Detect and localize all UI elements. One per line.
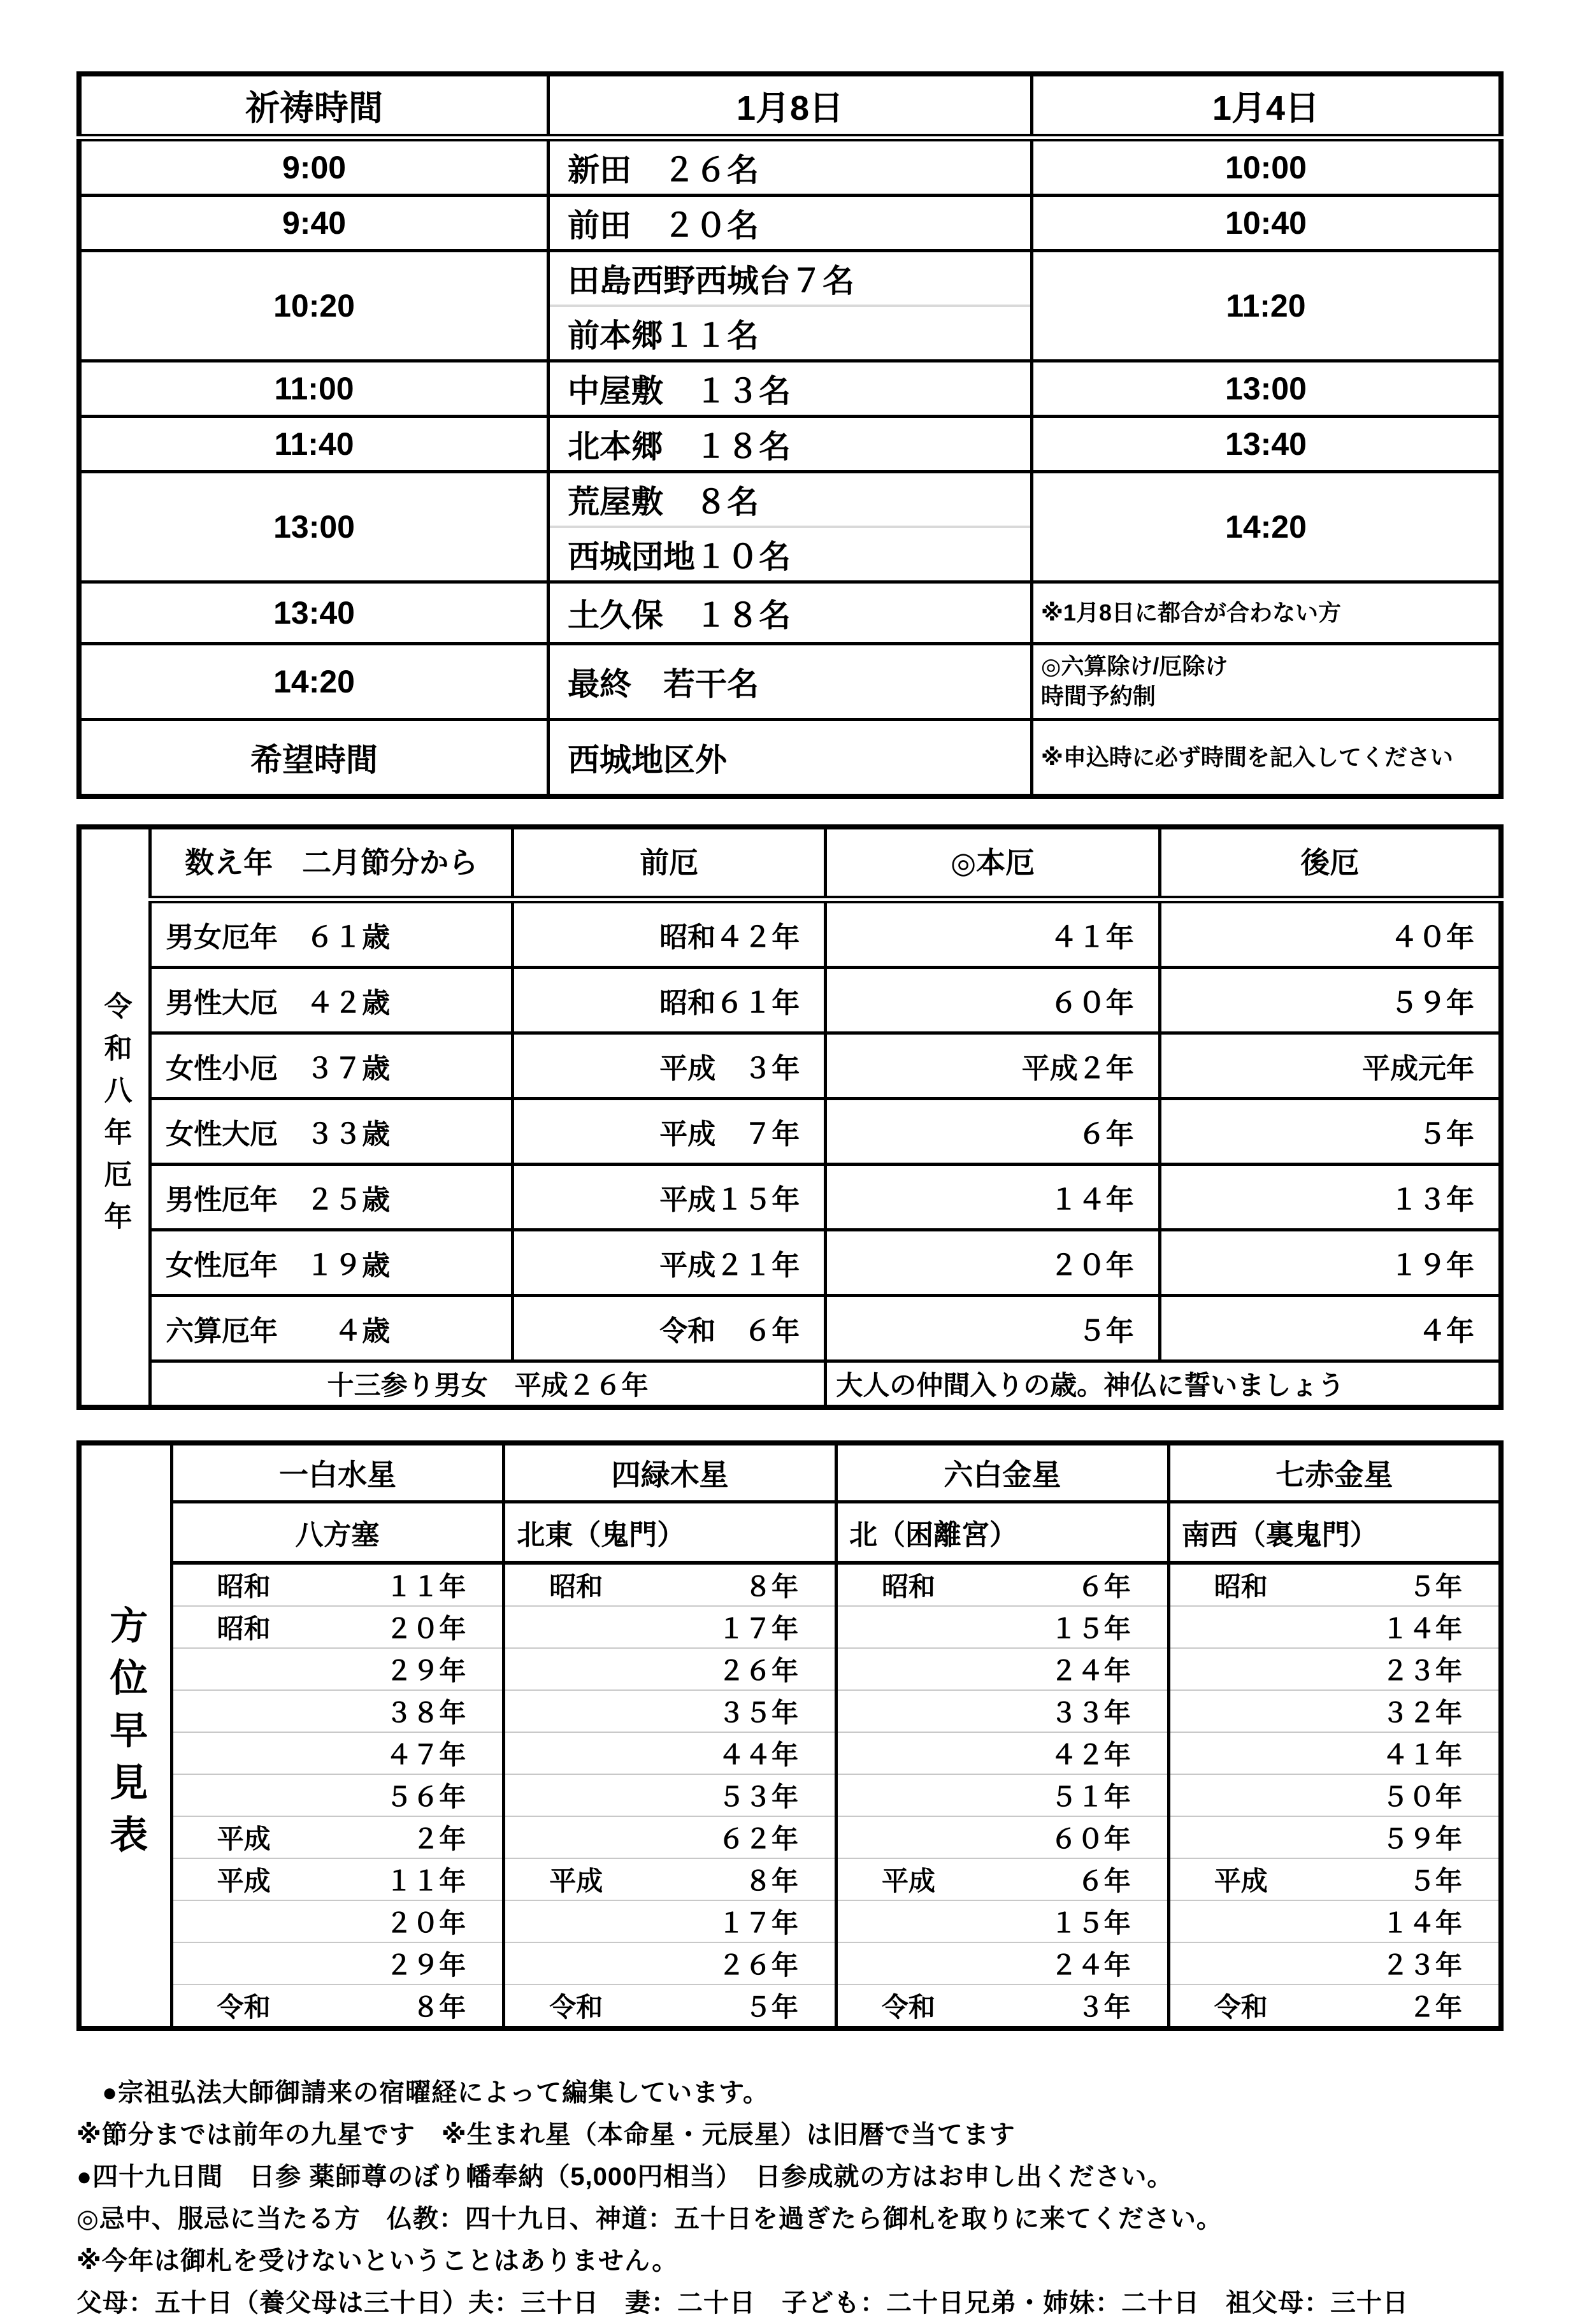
yakudoshi-side-label: 令和八年厄年 bbox=[79, 827, 150, 1407]
year-value: ５９年 bbox=[1381, 1824, 1462, 1854]
year-cell: ６年 bbox=[826, 1099, 1160, 1165]
year-value: ６年 bbox=[1077, 1572, 1131, 1602]
header-prayer-time: 祈祷時間 bbox=[79, 74, 549, 138]
direction-header: 八方塞 bbox=[171, 1502, 504, 1563]
header-honyaku: ◎本厄 bbox=[826, 827, 1160, 900]
year-value: ３３年 bbox=[1050, 1698, 1131, 1728]
year-cell bbox=[171, 1563, 504, 1606]
era-label: 昭和 bbox=[217, 1614, 271, 1644]
year-cell bbox=[1168, 1690, 1501, 1732]
year-cell bbox=[1168, 1984, 1501, 2028]
group-cell: 中屋敷 １３名 bbox=[549, 361, 1032, 417]
time-cell: 希望時間 bbox=[79, 720, 549, 797]
era-label: 平成 bbox=[217, 1824, 271, 1854]
year-cell: ５年 bbox=[826, 1296, 1160, 1361]
year-value: ２４年 bbox=[1050, 1656, 1131, 1686]
year-value: ３５年 bbox=[718, 1698, 799, 1728]
group-cell: 西城団地１０名 bbox=[549, 527, 1032, 582]
time-cell: 9:40 bbox=[79, 196, 549, 251]
year-cell bbox=[1168, 1858, 1501, 1900]
year-value: ２３年 bbox=[1381, 1950, 1462, 1980]
year-cell: 平成 ３年 bbox=[513, 1033, 826, 1099]
direction-header: 北（困離宮） bbox=[837, 1502, 1169, 1563]
year-value: ２６年 bbox=[718, 1656, 799, 1686]
yaku-label: 男性大厄 ４２歳 bbox=[150, 968, 513, 1033]
year-value: ２年 bbox=[412, 1824, 466, 1854]
time-cell: 11:40 bbox=[79, 417, 549, 472]
hoei-table bbox=[76, 1440, 1504, 2031]
year-value: ８年 bbox=[412, 1992, 466, 2022]
year-cell: ２０年 bbox=[826, 1230, 1160, 1296]
header-jan8: 1月8日 bbox=[549, 74, 1032, 138]
group-cell: 前本郷１１名 bbox=[549, 306, 1032, 361]
yaku-label: 六算厄年 ４歳 bbox=[150, 1296, 513, 1361]
group-cell: 西城地区外 bbox=[549, 720, 1032, 797]
era-label: 令和 bbox=[549, 1992, 603, 2022]
year-cell bbox=[837, 1942, 1169, 1984]
year-cell bbox=[171, 1942, 504, 1984]
header-age: 数え年 二月節分から bbox=[150, 827, 513, 900]
year-cell bbox=[837, 1858, 1169, 1900]
group-cell: 新田 ２６名 bbox=[549, 138, 1032, 196]
star-header: 四緑木星 bbox=[504, 1443, 837, 1502]
year-cell: １３年 bbox=[1160, 1165, 1501, 1230]
hoei-side-label: 方位早見表 bbox=[79, 1443, 171, 2028]
year-value: ８年 bbox=[745, 1866, 799, 1896]
year-cell bbox=[1168, 1732, 1501, 1774]
year-cell bbox=[171, 1732, 504, 1774]
era-label: 昭和 bbox=[549, 1572, 603, 1602]
year-value: ２４年 bbox=[1050, 1950, 1131, 1980]
footnotes-section bbox=[76, 2072, 1504, 2324]
year-cell bbox=[504, 1774, 837, 1816]
group-cell: 土久保 １８名 bbox=[549, 582, 1032, 644]
alt-time-cell: 11:20 bbox=[1031, 251, 1501, 361]
era-label: 昭和 bbox=[1214, 1572, 1268, 1602]
yaku-label: 女性大厄 ３３歳 bbox=[150, 1099, 513, 1165]
year-value: ５０年 bbox=[1381, 1782, 1462, 1812]
year-value: ３２年 bbox=[1381, 1698, 1462, 1728]
year-cell: 昭和６１年 bbox=[513, 968, 826, 1033]
era-label: 平成 bbox=[217, 1866, 271, 1896]
year-cell bbox=[504, 1900, 837, 1942]
prayer-schedule-table bbox=[76, 71, 1504, 799]
yaku-label: 男女厄年 ６１歳 bbox=[150, 900, 513, 968]
year-cell bbox=[504, 1606, 837, 1648]
era-label: 令和 bbox=[882, 1992, 936, 2022]
era-label: 令和 bbox=[1214, 1992, 1268, 2022]
year-value: ２年 bbox=[1408, 1992, 1462, 2022]
year-cell bbox=[504, 1563, 837, 1606]
year-cell bbox=[1168, 1816, 1501, 1858]
year-cell bbox=[504, 1984, 837, 2028]
group-cell: 北本郷 １８名 bbox=[549, 417, 1032, 472]
group-cell: 前田 ２０名 bbox=[549, 196, 1032, 251]
year-value: ４２年 bbox=[1050, 1740, 1131, 1770]
year-cell: １９年 bbox=[1160, 1230, 1501, 1296]
yaku-label: 男性厄年 ２５歳 bbox=[150, 1165, 513, 1230]
year-cell: ５９年 bbox=[1160, 968, 1501, 1033]
note-cell bbox=[1031, 644, 1501, 720]
year-cell: ４年 bbox=[1160, 1296, 1501, 1361]
year-cell bbox=[171, 1648, 504, 1690]
year-cell bbox=[1168, 1900, 1501, 1942]
year-value: １５年 bbox=[1050, 1908, 1131, 1938]
alt-time-cell: 13:00 bbox=[1031, 361, 1501, 417]
direction-header: 南西（裏鬼門） bbox=[1168, 1502, 1501, 1563]
year-cell: 平成２年 bbox=[826, 1033, 1160, 1099]
year-cell bbox=[504, 1816, 837, 1858]
time-cell: 10:20 bbox=[79, 251, 549, 361]
year-value: ２３年 bbox=[1381, 1656, 1462, 1686]
year-value: ２９年 bbox=[385, 1656, 466, 1686]
time-cell: 11:00 bbox=[79, 361, 549, 417]
year-cell: 令和 ６年 bbox=[513, 1296, 826, 1361]
header-jan4: 1月4日 bbox=[1031, 74, 1501, 138]
header-atoyaku: 後厄 bbox=[1160, 827, 1501, 900]
time-cell: 14:20 bbox=[79, 644, 549, 720]
year-value: ５１年 bbox=[1050, 1782, 1131, 1812]
era-label: 昭和 bbox=[882, 1572, 936, 1602]
group-cell: 田島西野西城台７名 bbox=[549, 251, 1032, 306]
year-cell bbox=[171, 1606, 504, 1648]
year-cell bbox=[171, 1816, 504, 1858]
year-value: ５３年 bbox=[718, 1782, 799, 1812]
year-cell bbox=[837, 1648, 1169, 1690]
year-value: ２９年 bbox=[385, 1950, 466, 1980]
year-cell bbox=[1168, 1563, 1501, 1606]
year-cell bbox=[504, 1648, 837, 1690]
jusan-mairi-cell: 十三参り男女 平成２６年 bbox=[150, 1361, 826, 1408]
year-value: １７年 bbox=[718, 1908, 799, 1938]
year-value: ３８年 bbox=[385, 1698, 466, 1728]
year-value: ５年 bbox=[745, 1992, 799, 2022]
year-cell: ５年 bbox=[1160, 1099, 1501, 1165]
year-cell bbox=[504, 1858, 837, 1900]
star-header: 六白金星 bbox=[837, 1443, 1169, 1502]
year-cell bbox=[1168, 1774, 1501, 1816]
year-value: ５年 bbox=[1408, 1866, 1462, 1896]
year-cell bbox=[837, 1900, 1169, 1942]
note-line: ◎六算除け/厄除け bbox=[1040, 653, 1228, 680]
note-line: ●宗祖弘法大師御請来の宿曜経によって編集しています。 bbox=[102, 2079, 769, 2107]
alt-time-cell: 10:00 bbox=[1031, 138, 1501, 196]
year-value: ６年 bbox=[1077, 1866, 1131, 1896]
era-label: 昭和 bbox=[217, 1572, 271, 1602]
year-cell bbox=[171, 1690, 504, 1732]
year-value: ４４年 bbox=[718, 1740, 799, 1770]
direction-header: 北東（鬼門） bbox=[504, 1502, 837, 1563]
year-cell bbox=[837, 1732, 1169, 1774]
year-cell bbox=[504, 1690, 837, 1732]
time-cell: 13:00 bbox=[79, 472, 549, 582]
year-value: １４年 bbox=[1381, 1908, 1462, 1938]
year-value: １１年 bbox=[385, 1866, 466, 1896]
year-cell bbox=[837, 1690, 1169, 1732]
year-value: ５６年 bbox=[385, 1782, 466, 1812]
yakudoshi-table bbox=[76, 824, 1504, 1410]
year-value: ３年 bbox=[1077, 1992, 1131, 2022]
year-cell: 平成 ７年 bbox=[513, 1099, 826, 1165]
era-label: 平成 bbox=[1214, 1866, 1268, 1896]
note-line: 時間予約制 bbox=[1040, 683, 1156, 709]
year-value: ８年 bbox=[745, 1572, 799, 1602]
year-value: １４年 bbox=[1381, 1614, 1462, 1644]
header-maeyaku: 前厄 bbox=[513, 827, 826, 900]
year-cell bbox=[1168, 1942, 1501, 1984]
year-value: ２０年 bbox=[385, 1908, 466, 1938]
alt-time-cell: 13:40 bbox=[1031, 417, 1501, 472]
year-value: ６２年 bbox=[718, 1824, 799, 1854]
year-cell: 平成元年 bbox=[1160, 1033, 1501, 1099]
era-label: 平成 bbox=[882, 1866, 936, 1896]
year-cell bbox=[837, 1606, 1169, 1648]
year-cell: ４１年 bbox=[826, 900, 1160, 968]
year-cell bbox=[171, 1900, 504, 1942]
year-cell bbox=[837, 1563, 1169, 1606]
year-cell: １４年 bbox=[826, 1165, 1160, 1230]
year-cell bbox=[837, 1984, 1169, 2028]
year-cell bbox=[171, 1984, 504, 2028]
year-value: ６０年 bbox=[1050, 1824, 1131, 1854]
year-cell bbox=[504, 1942, 837, 1984]
year-cell bbox=[1168, 1606, 1501, 1648]
note-line: ●四十九日間 日参 薬師尊のぼり幡奉納（5,000円相当） 日参成就の方はお申し出ください。 bbox=[76, 2163, 1174, 2191]
year-cell bbox=[171, 1774, 504, 1816]
year-cell: 平成１５年 bbox=[513, 1165, 826, 1230]
year-cell bbox=[837, 1774, 1169, 1816]
note-line: ◎忌中、服忌に当たる方 仏教：四十九日、神道：五十日を過ぎたら御札を取りに来てください。 bbox=[76, 2205, 1223, 2233]
yaku-label: 女性小厄 ３７歳 bbox=[150, 1033, 513, 1099]
group-cell: 最終 若干名 bbox=[549, 644, 1032, 720]
note-line: ※今年は御札を受けないということはありません。 bbox=[76, 2247, 679, 2275]
era-label: 平成 bbox=[549, 1866, 603, 1896]
era-label: 令和 bbox=[217, 1992, 271, 2022]
year-cell: ４０年 bbox=[1160, 900, 1501, 968]
year-value: ５年 bbox=[1408, 1572, 1462, 1602]
year-cell bbox=[504, 1732, 837, 1774]
star-header: 一白水星 bbox=[171, 1443, 504, 1502]
year-value: ２６年 bbox=[718, 1950, 799, 1980]
year-value: ２０年 bbox=[385, 1614, 466, 1644]
year-cell bbox=[837, 1816, 1169, 1858]
year-cell bbox=[1168, 1648, 1501, 1690]
year-value: １７年 bbox=[718, 1614, 799, 1644]
year-value: １１年 bbox=[385, 1572, 466, 1602]
year-value: ４７年 bbox=[385, 1740, 466, 1770]
note-cell: ※1月8日に都合が合わない方 bbox=[1031, 582, 1501, 644]
alt-time-cell: 14:20 bbox=[1031, 472, 1501, 582]
yaku-label: 女性厄年 １９歳 bbox=[150, 1230, 513, 1296]
year-cell: 昭和４２年 bbox=[513, 900, 826, 968]
star-header: 七赤金星 bbox=[1168, 1443, 1501, 1502]
year-cell bbox=[171, 1858, 504, 1900]
group-cell: 荒屋敷 ８名 bbox=[549, 472, 1032, 527]
note-line: ※節分までは前年の九星です ※生まれ星（本命星・元辰星）は旧暦で当てます bbox=[76, 2121, 1016, 2149]
year-cell: ６０年 bbox=[826, 968, 1160, 1033]
alt-time-cell: 10:40 bbox=[1031, 196, 1501, 251]
year-cell: 平成２１年 bbox=[513, 1230, 826, 1296]
time-cell: 13:40 bbox=[79, 582, 549, 644]
year-value: １５年 bbox=[1050, 1614, 1131, 1644]
year-value: ４１年 bbox=[1381, 1740, 1462, 1770]
note-line: 父母：五十日（養父母は三十日）夫：三十日 妻：二十日 子ども：二十日兄弟・姉妹：二十日 祖父母：三十日 bbox=[76, 2289, 1409, 2317]
note-cell: ※申込時に必ず時間を記入してください bbox=[1031, 720, 1501, 797]
time-cell: 9:00 bbox=[79, 138, 549, 196]
jusan-mairi-note: 大人の仲間入りの歳。神仏に誓いましょう bbox=[826, 1361, 1501, 1408]
